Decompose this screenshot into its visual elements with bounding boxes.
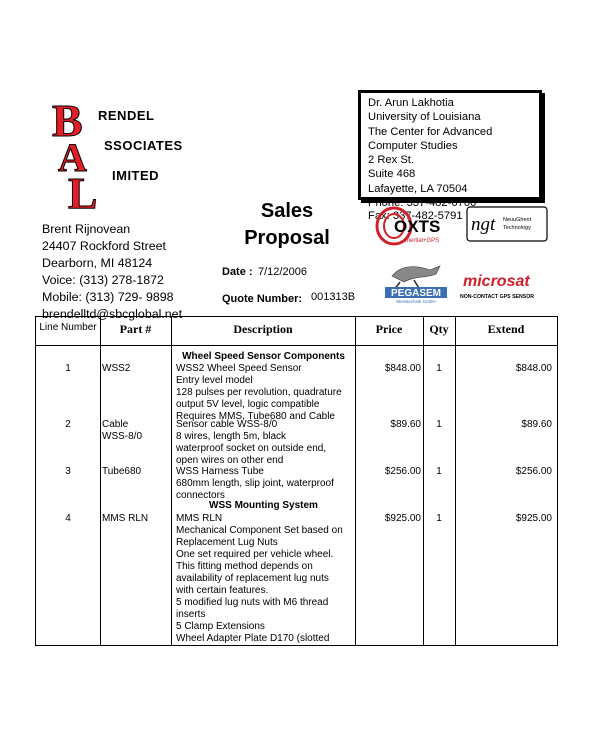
row-description: WSS2 Wheel Speed Sensor Entry level model 128 pulses per revolution, quadrature output 5V level, logic compatible Requires MMS, Tube680 and Cable — [176, 363, 342, 422]
recipient-city: Lafayette, LA 70504 — [368, 182, 468, 195]
row-line-number: 2 — [65, 419, 71, 430]
row-description: WSS Harness Tube 680mm length, slip joint, waterproof connectors — [176, 466, 334, 501]
row-price: $848.00 — [384, 363, 421, 374]
ngt-logo-subtext-2: Technology — [503, 225, 531, 231]
microsat-logo-subtext: NON-CONTACT GPS SENSOR — [460, 294, 534, 300]
row-price: $925.00 — [384, 513, 421, 524]
ngt-logo-text: ngt — [471, 214, 496, 235]
quote-number-value: 001313B — [311, 291, 356, 303]
sender-mobile: Mobile: (313) 729- 9898 — [42, 290, 174, 304]
recipient-suite: Suite 468 — [368, 168, 416, 181]
row-part-number: MMS RLN — [102, 513, 149, 524]
header-part-number: Part # — [119, 322, 152, 336]
date-label: Date : — [222, 266, 253, 278]
company-name-line-2: SSOCIATES — [104, 138, 183, 153]
title-line-2: Proposal — [244, 227, 330, 249]
sender-name: Brent Rijnovean — [42, 222, 131, 236]
line-items-table — [35, 316, 558, 646]
document-title — [232, 198, 342, 252]
ngt-logo — [466, 206, 548, 242]
header-qty: Qty — [429, 322, 449, 336]
row-qty: 1 — [436, 513, 442, 524]
row-qty: 1 — [436, 466, 442, 477]
microsat-logo-text: microsat — [463, 273, 530, 290]
row-price: $89.60 — [390, 419, 421, 430]
row-qty: 1 — [436, 363, 442, 374]
recipient-name: Dr. Arun Lakhotia — [368, 97, 454, 109]
oxts-logo-text: OXTS — [394, 217, 441, 236]
sender-voice: Voice: (313) 278-1872 — [42, 273, 164, 287]
row-line-number: 3 — [65, 466, 71, 477]
row-description: Sensor cable WSS-8/0 8 wires, length 5m, black waterproof socket on outside end, open wires on other end — [176, 419, 327, 466]
row-part-number: Cable WSS-8/0 — [102, 419, 143, 442]
row-line-number: 1 — [65, 363, 71, 374]
ngt-logo-subtext-1: NeuuGhent — [503, 217, 532, 223]
header-extend: Extend — [487, 322, 525, 336]
header-description: Description — [233, 322, 293, 336]
row-extend: $925.00 — [515, 513, 552, 524]
sender-city: Dearborn, MI 48124 — [42, 256, 153, 270]
header-line-number: Line Number — [39, 322, 97, 333]
header-price: Price — [375, 322, 403, 336]
sender-contact — [42, 221, 182, 323]
recipient-phone: Phone: 337-482-6766 — [368, 197, 477, 210]
pegasem-logo-subtext: Messtechnik GmbH — [396, 299, 436, 304]
logo-letter-l: L — [68, 169, 98, 218]
recipient-fax: Fax: 337-482-5791 — [368, 210, 463, 223]
row-line-number: 4 — [65, 513, 71, 524]
row-extend: $89.60 — [521, 419, 552, 430]
sender-email: brendelltd@sbcglobal.net — [42, 307, 183, 321]
company-name-line-3: IMITED — [112, 168, 160, 183]
section-title: WSS Mounting System — [209, 500, 318, 511]
row-part-number: WSS2 — [102, 363, 131, 374]
row-part-number: Tube680 — [102, 466, 142, 477]
oxts-logo-subtext: Inertial+GPS — [405, 238, 440, 244]
recipient-dept-1: The Center for Advanced — [368, 125, 493, 138]
title-line-1: Sales — [260, 200, 314, 222]
row-price: $256.00 — [384, 466, 421, 477]
oxts-logo — [374, 204, 450, 248]
logo-letter-a: A — [58, 135, 87, 180]
pegasem-logo — [384, 262, 448, 304]
logo-letter-b: B — [52, 95, 83, 146]
row-extend: $848.00 — [515, 363, 552, 374]
row-description: MMS RLN Mechanical Component Set based on Replacement Lug Nuts One set required per vehicle wheel. This fitting method depends on availability of replacement lug nuts with certain features. 5 modified lug nuts with M6 thread inserts 5 Clamp Extensions Wheel Adapter Plate D170 (slotted — [176, 513, 343, 644]
section-title: Wheel Speed Sensor Components — [182, 351, 345, 362]
quote-number-label: Quote Number: — [222, 293, 303, 305]
pegasem-logo-text: PEGASEM — [390, 288, 442, 299]
row-qty: 1 — [436, 419, 442, 430]
recipient-dept-2: Computer Studies — [368, 139, 458, 152]
recipient-street: 2 Rex St. — [368, 154, 415, 167]
microsat-logo — [458, 266, 552, 302]
sender-street: 24407 Rockford Street — [42, 239, 166, 253]
date-value: 7/12/2006 — [258, 266, 307, 278]
row-extend: $256.00 — [515, 466, 552, 477]
recipient-org: University of Louisiana — [368, 111, 481, 124]
company-name-line-1: RENDEL — [98, 108, 155, 123]
